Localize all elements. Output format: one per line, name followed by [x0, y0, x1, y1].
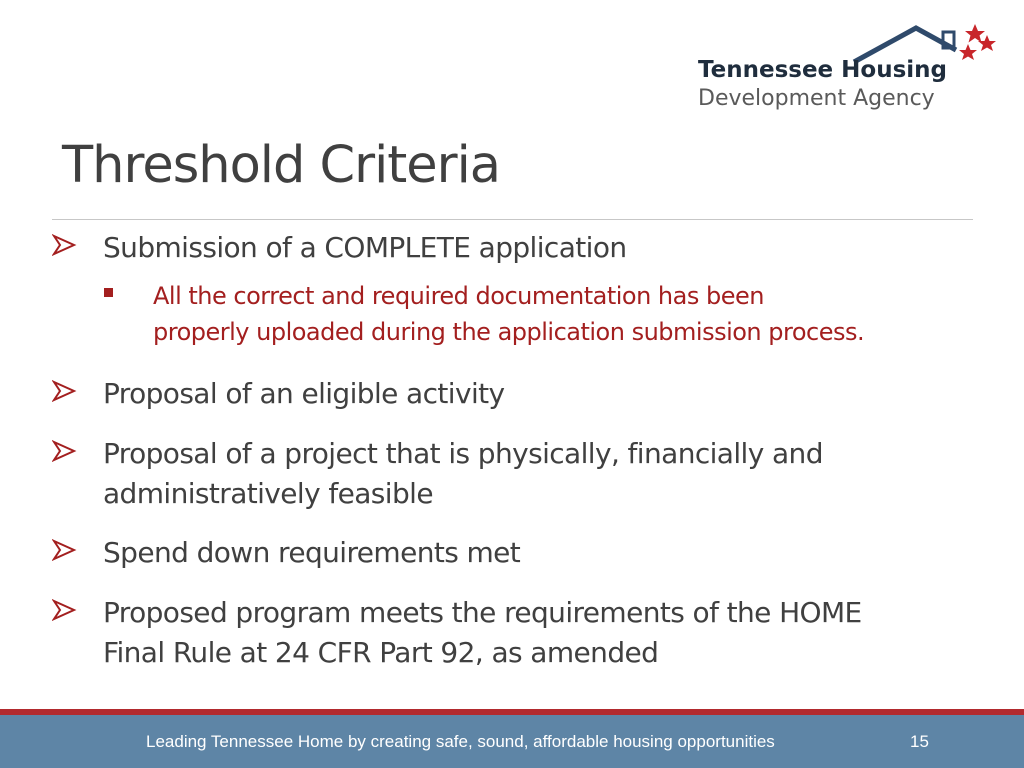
square-bullet-icon — [104, 288, 113, 297]
list-item — [52, 228, 1012, 268]
logo-title: Tennessee Housing — [698, 57, 948, 83]
sub-bullet-line: All the correct and required documentation has been — [153, 282, 764, 310]
footer-bar — [0, 715, 1024, 768]
list-item — [52, 533, 1012, 573]
slide-title: Threshold Criteria — [62, 136, 501, 195]
logo-subtitle: Development Agency — [698, 86, 935, 111]
list-item — [52, 374, 1012, 414]
bullet-text-line: Proposal of a project that is physically, financially and — [103, 437, 823, 470]
arrow-bullet-icon — [52, 380, 78, 402]
sub-bullet-line: properly uploaded during the application submission process. — [153, 318, 865, 346]
bullet-text: Spend down requirements met — [103, 536, 521, 569]
bullet-text: Submission of a COMPLETE application — [103, 231, 627, 264]
arrow-bullet-icon — [52, 599, 78, 621]
bullet-text: Proposal of an eligible activity — [103, 377, 505, 410]
list-item — [52, 593, 1012, 673]
bullet-text-line: administratively feasible — [103, 477, 433, 510]
sub-bullet-text — [153, 278, 864, 350]
arrow-bullet-icon — [52, 539, 78, 561]
arrow-bullet-icon — [52, 440, 78, 462]
page-number: 15 — [910, 732, 929, 751]
list-item — [52, 434, 1012, 514]
arrow-bullet-icon — [52, 234, 78, 256]
footer-tagline: Leading Tennessee Home by creating safe, sound, affordable housing opportunities — [146, 732, 775, 751]
bullet-text-line: Proposed program meets the requirements of the HOME — [103, 596, 862, 629]
bullet-text-line: Final Rule at 24 CFR Part 92, as amended — [103, 636, 659, 669]
